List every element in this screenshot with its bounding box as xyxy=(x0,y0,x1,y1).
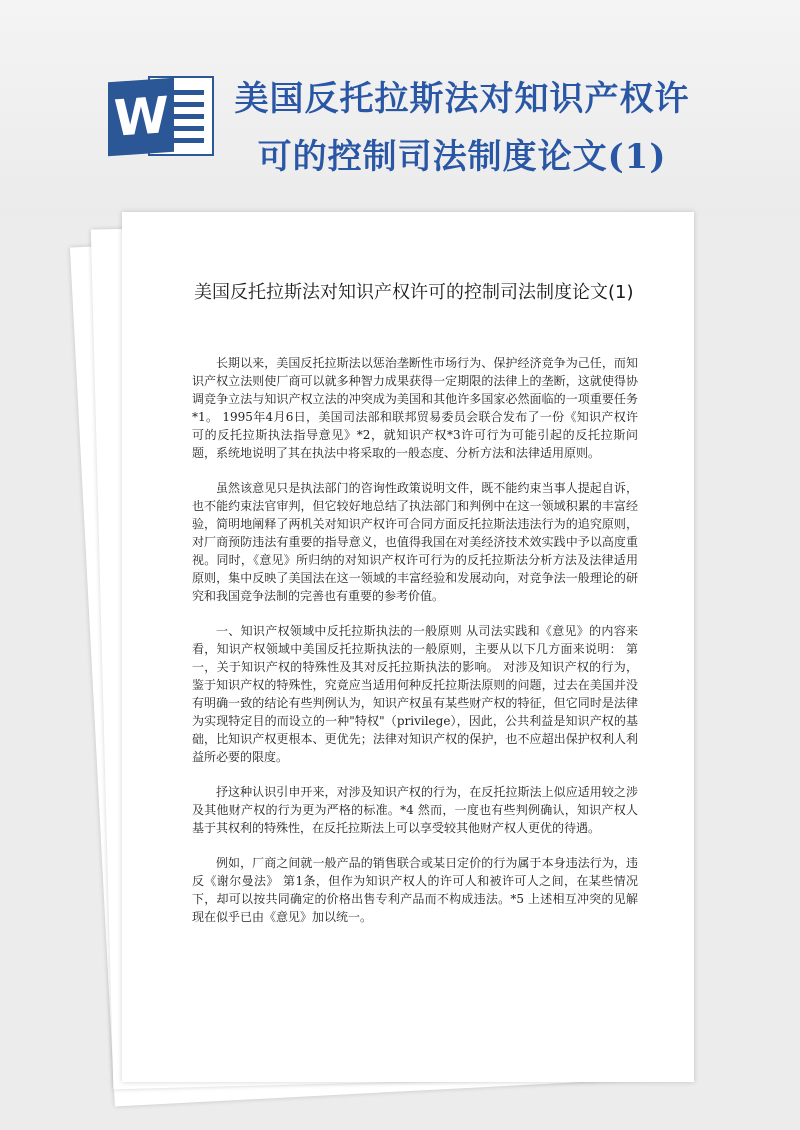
document-body xyxy=(192,354,638,943)
paragraph: 例如，厂商之间就一般产品的销售联合或某日定价的行为属于本身违法行为，违反《谢尔曼法》 第1条，但作为知识产权人的许可人和被许可人之间，在某些情况下，却可以按共同确定的价格出售专利产品而不构成违法。*5 上述相互冲突的见解现在似乎已由《意见》加以统一。 xyxy=(192,856,638,924)
word-letter-badge: W xyxy=(108,78,174,157)
banner-title: 美国反托拉斯法对知识产权许可的控制司法制度论文(1) xyxy=(234,79,690,177)
paragraph: 抒这种认识引申开来，对涉及知识产权的行为，在反托拉斯法上似应适用较之涉及其他财产权的行为更为严格的标准。*4 然而，一度也有些判例确认，知识产权人基于其权利的特殊性，在反托拉斯法上可以享受较其他财产权人更优的待遇。 xyxy=(192,785,638,835)
document-title: 美国反托拉斯法对知识产权许可的控制司法制度论文(1) xyxy=(194,282,634,303)
paragraph: 虽然该意见只是执法部门的咨询性政策说明文件，既不能约束当事人提起自诉，也不能约束法官审判，但它较好地总结了执法部门和判例中在这一领域积累的丰富经验，简明地阐释了两机关对知识产权许可合同方面反托拉斯法违法行为的追究原则，对厂商预防违法有重要的指导意义，也值得我国在对美经济技术效实践中予以高度重视。同时，《意见》所归纳的对知识产权许可行为的反托拉斯法分析方法及法律适用原则，集中反映了美国法在这一领域的丰富经验和发展动向，对竞争法一般理论的研究和我国竞争法制的完善也有重要的参考价值。 xyxy=(192,481,638,603)
paragraph: 长期以来，美国反托拉斯法以惩治垄断性市场行为、保护经济竞争为己任，而知识产权立法则使厂商可以就多种智力成果获得一定期限的法律上的垄断，这就使得协调竞争立法与知识产权立法的冲突成为美国和其他许多国家必然面临的一项重要任务*1。 1995年4月6日，美国司法部和联邦贸易委员会联合发布了一份《知识产权许可的反托拉斯执法指导意见》*2，就知识产权*3许可行为可能引起的反托拉斯问题，系统地说明了其在执法中将采取的一般态度、分析方法和法律适用原则。 xyxy=(192,356,638,460)
word-doc-icon xyxy=(108,70,216,162)
paragraph: 一、知识产权领域中反托拉斯执法的一般原则 从司法实践和《意见》的内容来看，知识产权领域中美国反托拉斯执法的一般原则，主要从以下几方面来说明： 第一，关于知识产权的特殊性及其对反托拉斯执法的影响。 对涉及知识产权的行为，鉴于知识产权的特殊性，究竟应当适用何种反托拉斯法原则的问题，过去在美国并没有明确一致的结论有些判例认为，知识产权虽有某些财产权的特征，但它同时是法律为实现特定目的而设立的一种"特权"（privilege），因此，公共利益是知识产权的基础，比知识产权更根本、更优先；法律对知识产权的保护，也不应超出保护权利人利益所必要的限度。 xyxy=(192,624,638,764)
